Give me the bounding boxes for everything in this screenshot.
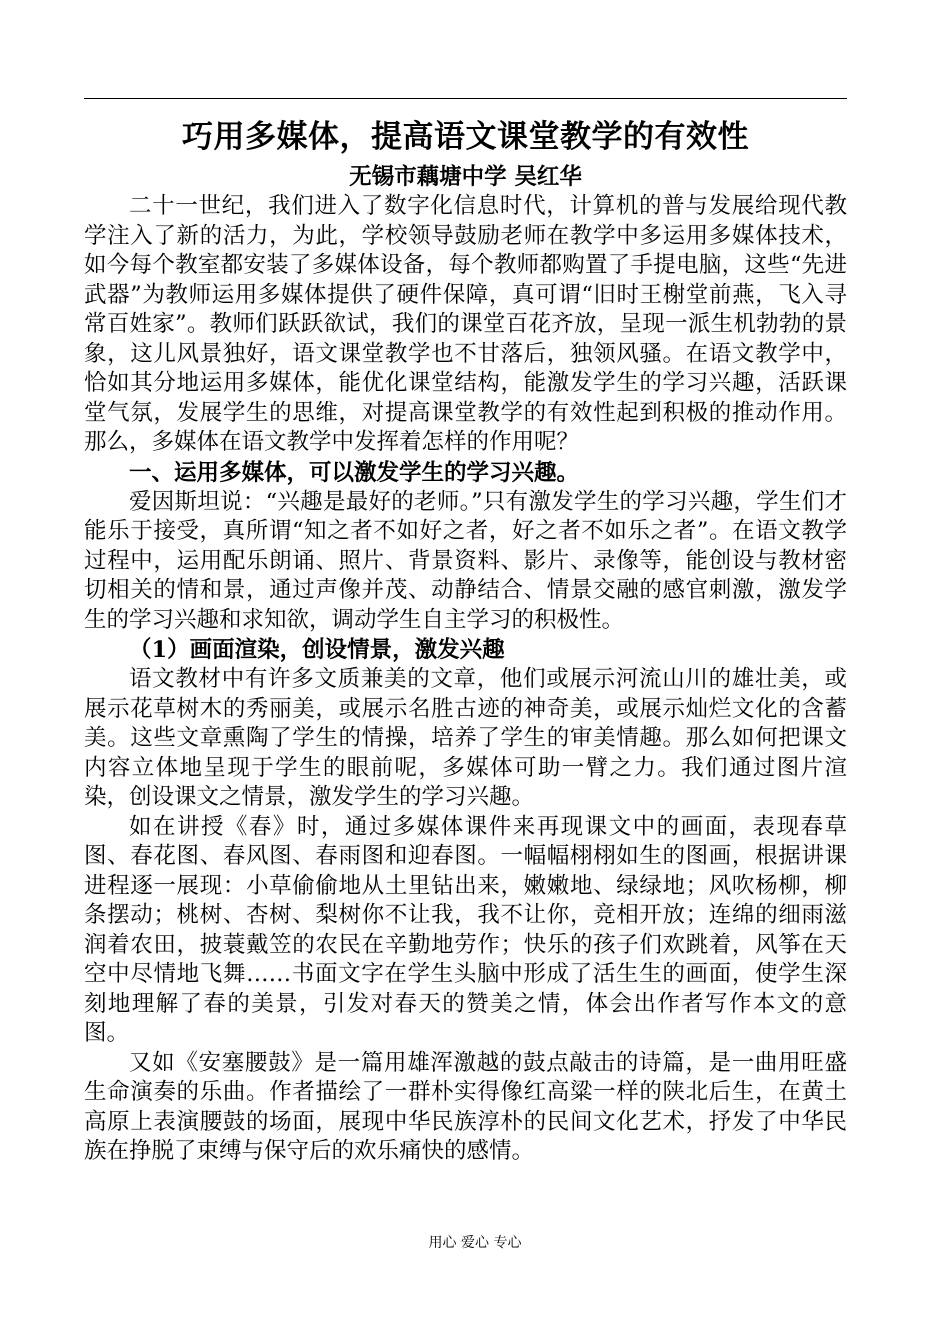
intro-paragraph: 二十一世纪，我们进入了数字化信息时代，计算机的普与发展给现代教学注入了新的活力，为此，学校领导鼓励老师在教学中多运用多媒体技术，如今每个教室都安装了多媒体设备，每个教师都购置了手提电脑，这些“先进武器”为教师运用多媒体提供了硬件保障，真可谓“旧时王榭堂前燕，飞入寻常百姓家”。教师们跃跃欲试，我们的课堂百花齐放，呈现一派生机勃勃的景象，这儿风景独好，语文课堂教学也不甘落后，独领风骚。在语文教学中，恰如其分地运用多媒体，能优化课堂结构，能激发学生的学习兴趣，活跃课堂气氛，发展学生的思维，对提高课堂教学的有效性起到积极的推动作用。那么，多媒体在语文教学中发挥着怎样的作用呢？ — [84, 193, 847, 455]
paragraph-interest: 爱因斯坦说：“兴趣是最好的老师。”只有激发学生的学习兴趣，学生们才能乐于接受，真所谓“知之者不如好之者，好之者不如乐之者”。在语文教学过程中，运用配乐朗诵、照片、背景资料、影片、录像等，能创设与教材密切相关的情和景，通过声像并茂、动静结合、情景交融的感官刺激，激发学生的学习兴趣和求知欲，调动学生自主学习的积极性。 — [84, 488, 847, 633]
header-rule — [84, 98, 847, 99]
document-body — [84, 112, 847, 1167]
page-footer: 用心 爱心 专心 — [428, 1235, 522, 1251]
paragraph-scene: 语文教材中有许多文质兼美的文章，他们或展示河流山川的雄壮美，或展示花草树木的秀丽美，或展示名胜古迹的神奇美，或展示灿烂文化的含蓄美。这些文章熏陶了学生的情操，培养了学生的审美情趣。那么如何把课文内容立体地呈现于学生的眼前呢，多媒体可助一臂之力。我们通过图片渲染，创设课文之情景，激发学生的学习兴趣。 — [84, 666, 847, 810]
author-line: 无锡市藕塘中学 吴红华 — [349, 164, 582, 190]
paragraph-ansai-example: 又如《安塞腰鼓》是一篇用雄浑激越的鼓点敲击的诗篇，是一曲用旺盛生命演奏的乐曲。作者描绘了一群朴实得像红高粱一样的陕北后生，在黄土高原上表演腰鼓的场面，展现中华民族淳朴的民间文化艺术，抒发了中华民族在挣脱了束缚与保守后的欢乐痛快的感情。 — [84, 1049, 847, 1164]
paragraph-spring-example: 如在讲授《春》时，通过多媒体课件来再现课文中的画面，表现春草图、春花图、春风图、春雨图和迎春图。一幅幅栩栩如生的图画，根据讲课进程逐一展现：小草偷偷地从土里钻出来，嫩嫩地、绿绿地；风吹杨柳，柳条摆动；桃树、杏树、梨树你不让我，我不让你，竞相开放；连绵的细雨滋润着农田，披蓑戴笠的农民在辛勤地劳作；快乐的孩子们欢跳着，风筝在天空中尽情地飞舞……书面文字在学生头脑中形成了活生生的画面，使学生深刻地理解了春的美景，引发对春天的赞美之情，体会出作者写作本文的意图。 — [84, 813, 847, 1046]
subsection-heading-1: （1）画面渲染，创设情景，激发兴趣 — [129, 637, 505, 663]
document-title: 巧用多媒体，提高语文课堂教学的有效性 — [182, 119, 749, 155]
section-heading-1: 一、运用多媒体，可以激发学生的学习兴趣。 — [129, 459, 580, 486]
